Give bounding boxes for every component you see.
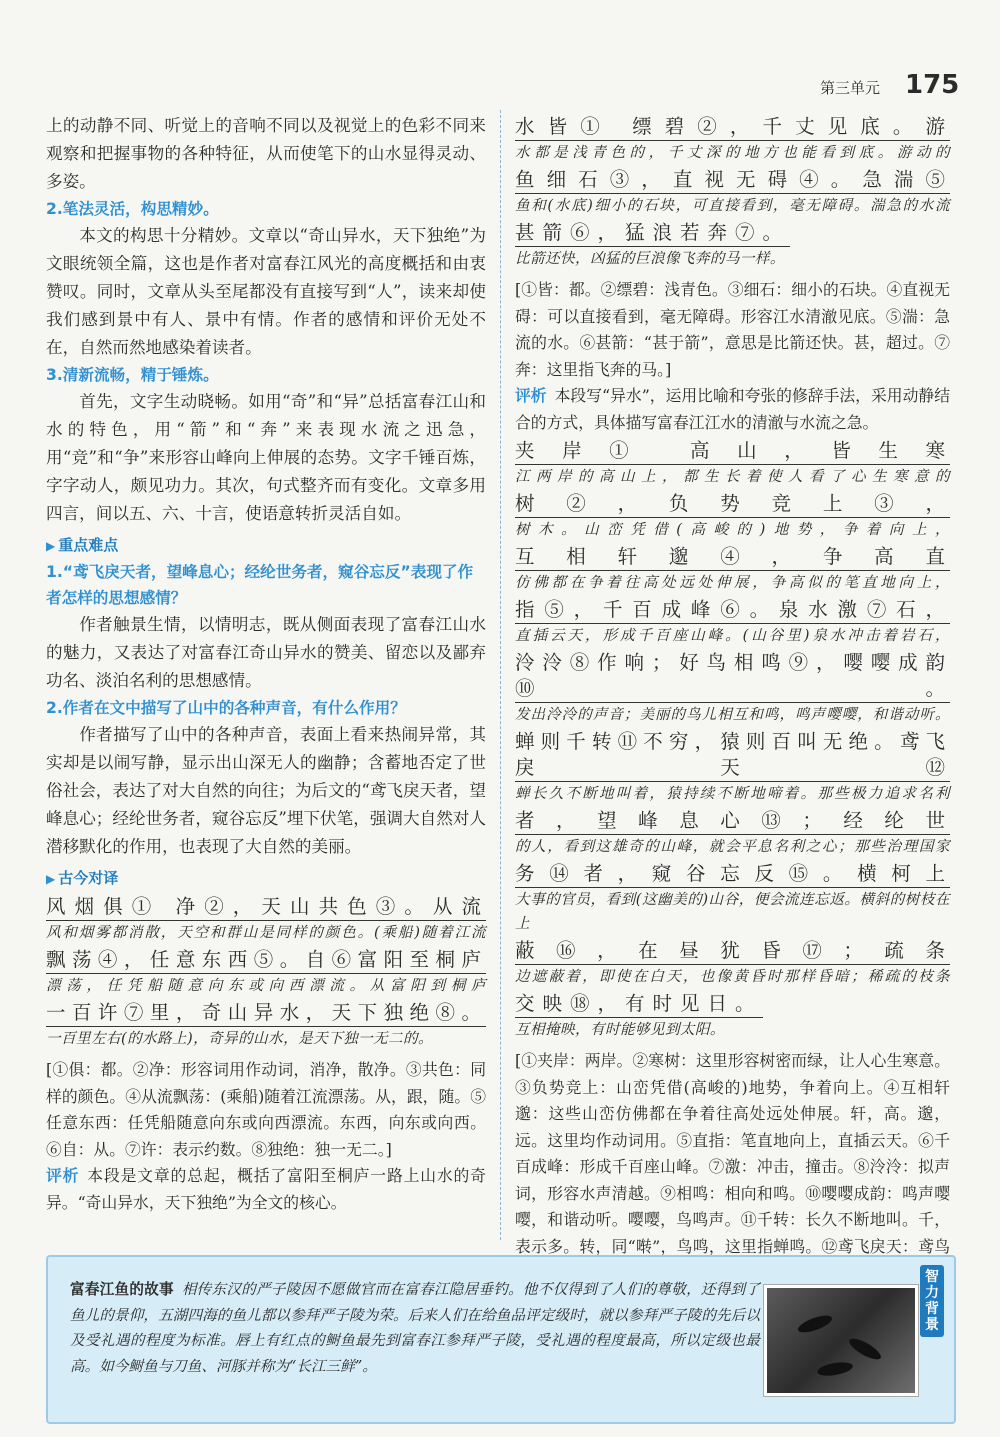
- analysis-tag: 评析: [46, 1166, 80, 1185]
- subheading: 3.清新流畅，精于锤炼。: [46, 366, 219, 384]
- original-line: 务⑭者，窥谷忘反⑮。横柯上: [515, 861, 950, 888]
- original-line: 者，望峰息心⑬；经纶世: [515, 808, 950, 835]
- translation-line: 树木。山峦凭借(高峻的)地势，争着向上，: [515, 521, 950, 538]
- translation-line: 风和烟雾都消散，天空和群山是同样的颜色。(乘船)随着江流: [46, 924, 486, 941]
- original-line: 蔽⑯，在昼犹昏⑰；疏条: [515, 938, 950, 965]
- section-title: 古今对译: [58, 869, 119, 887]
- translation-line: 的人，看到这雄奇的山峰，就会平息名利之心；那些治理国家: [515, 838, 950, 855]
- original-line: 一百许⑦里，奇山异水，天下独绝⑧。: [46, 1000, 486, 1027]
- right-column: [515, 112, 950, 1287]
- paragraph: 首先，文字生动晓畅。如用“奇”和“异”总括富春江山和水的特色，用“箭”和“奔”来表现水流之迅急，用“竞”和“争”来形容山峰向上伸展的态势。文字千锤百炼，字字动人，颇见功力。其次，句式整齐而有变化。文章多用四言，间以五、六、十言，使语意转折灵活自如。: [46, 392, 486, 523]
- question: 2.作者在文中描写了山中的各种声音，有什么作用？: [46, 699, 406, 717]
- notes: [①皆：都。②缥碧：浅青色。③细石：细小的石块。④直视无碍：可以直接看到，毫无障碍。形容江水清澈见底。⑤湍：急流的水。⑥甚箭：“甚于箭”，意思是比箭还快。甚，超过。⑦奔：这里指飞奔的马。]: [515, 280, 950, 379]
- page-header: [760, 72, 960, 102]
- translation-line: 蝉长久不断地叫着，猿持续不断地啼着。那些极力追求名利: [515, 785, 950, 802]
- translation-line: 发出泠泠的声音；美丽的鸟儿相互和鸣，鸣声嘤嘤，和谐动听。: [515, 706, 950, 723]
- notes: [①俱：都。②净：形容词用作动词，消净，散净。③共色：同样的颜色。④从流飘荡：(乘船)随着江流漂荡。从，跟，随。⑤任意东西：任凭船随意向东或向西漂流。东西，向东或向西。⑥自：从。⑦许：表示约数。⑧独绝：独一无二。]: [46, 1060, 486, 1159]
- original-line: 夹岸① 高山，皆生寒: [515, 438, 950, 465]
- info-text: [70, 1277, 760, 1379]
- column-divider: [500, 110, 501, 1240]
- original-line: 甚箭⑥，猛浪若奔⑦。: [515, 220, 790, 247]
- original-line: 风烟俱① 净②，天山共色③。从流: [46, 894, 486, 921]
- info-box: [46, 1255, 956, 1424]
- info-title: 富春江鱼的故事: [70, 1281, 174, 1298]
- subheading: 2.笔法灵活，构思精妙。: [46, 200, 219, 218]
- info-tag: 智力背景: [920, 1265, 944, 1337]
- original-line: 交映⑱，有时见日。: [515, 991, 763, 1018]
- translation-line: 直插云天，形成千百座山峰。(山谷里)泉水冲击着岩石，: [515, 627, 950, 644]
- analysis-text: 本段写“异水”，运用比喻和夸张的修辞手法，采用动静结合的方式，具体描写富春江江水的清澈与水流之急。: [515, 386, 950, 432]
- notes: [①夹岸：两岸。②寒树：这里形容树密而绿，让人心生寒意。③负势竞上：山峦凭借(高峻的)地势，争着向上。④互相轩邈：这些山峦仿佛都在争着往高处远处伸展。轩，高。邈，远。这里均作动词用。⑤直指：笔直地向上，直插云天。⑥千百成峰：形成千百座山峰。⑦激：冲击，撞击。⑧泠泠：拟声词，形容水声清越。⑨相鸣：相向和鸣。⑩嘤嘤成韵：鸣声嘤嘤，和谐动听。嘤嘤，鸟鸣声。⑪千转：长久不断地叫。千，表示多。转，同“啭”，鸟鸣，这里指蝉鸣。⑫鸢飞戾天：鸢鸟: [515, 1051, 950, 1256]
- left-column: [46, 112, 486, 1216]
- original-line: 鱼细石③，直视无碍④。急湍⑤: [515, 167, 950, 194]
- section-translation: [46, 865, 486, 892]
- translation-line: 漂荡，任凭船随意向东或向西漂流。从富阳到桐庐: [46, 977, 486, 994]
- original-line: 指⑤，千百成峰⑥。泉水激⑦石，: [515, 597, 950, 624]
- original-line: 蝉则千转⑪不穷，猿则百叫无绝。鸢飞戾天⑫: [515, 729, 950, 782]
- analysis: [46, 1163, 486, 1216]
- triangle-icon: ▶: [46, 872, 56, 886]
- translation-line: 一百里左右(的水路上)，奇异的山水，是天下独一无二的。: [46, 1030, 434, 1047]
- fish-photo: [764, 1285, 918, 1396]
- translation-line: 边遮蔽着，即使在白天，也像黄昏时那样昏暗；稀疏的枝条: [515, 968, 950, 985]
- answer: 作者描写了山中的各种声音，表面上看来热闹异常，其实却是以闹写静，显示出山深无人的幽静；含蓄地否定了世俗社会，表达了对大自然的向往；为后文的“鸢飞戾天者，望峰息心；经纶世务者，窥谷忘反”埋下伏笔，强调大自然对人潜移默化的作用，也表现了大自然的美丽。: [46, 725, 486, 856]
- page-number: 175: [905, 70, 960, 100]
- translation-line: 江两岸的高山上，都生长着使人看了心生寒意的: [515, 468, 950, 485]
- section-key-points: [46, 532, 486, 559]
- original-line: 树②，负势竞上③，: [515, 491, 950, 518]
- section-title: 重点难点: [58, 536, 119, 554]
- translation-line: 仿佛都在争着往高处远处伸展，争高似的笔直地向上，: [515, 574, 950, 591]
- info-body: 相传东汉的严子陵因不愿做官而在富春江隐居垂钓。他不仅得到了人们的尊敬，还得到了鱼儿的景仰，五湖四海的鱼儿都以参拜严子陵为荣。后来人们在给鱼品评定级时，就以参拜严子陵的先后以及受礼遇的程度为标准。唇上有红点的鲥鱼最先到富春江参拜严子陵，受礼遇的程度最高，所以定级也最高。如今鲥鱼与刀鱼、河豚并称为“长江三鲜”。: [70, 1281, 760, 1375]
- analysis-tag: 评析: [515, 386, 547, 405]
- question: 1.“鸢飞戾天者，望峰息心；经纶世务者，窥谷忘反”表现了作者怎样的思想感情？: [46, 563, 474, 607]
- original-line: 水皆① 缥碧②，千丈见底。游: [515, 114, 950, 141]
- paragraph: 本文的构思十分精妙。文章以“奇山异水，天下独绝”为文眼统领全篇，这也是作者对富春江风光的高度概括和由衷赞叹。同时，文章从头至尾都没有直接写到“人”，读来却使我们感到景中有人、景中有情。作者的感情和评价无处不在，自然而然地感染着读者。: [46, 226, 486, 357]
- translation-line: 鱼和(水底)细小的石块，可直接看到，毫无障碍。湍急的水流: [515, 197, 950, 214]
- original-line: 飘荡④，任意东西⑤。自⑥富阳至桐庐: [46, 947, 486, 974]
- translation-line: 大事的官员，看到(这幽美的)山谷，便会流连忘返。横斜的树枝在上: [515, 891, 950, 932]
- original-line: 泠泠⑧作响；好鸟相鸣⑨，嘤嘤成韵⑩。: [515, 650, 950, 703]
- paragraph: 上的动静不同、听觉上的音响不同以及视觉上的色彩不同来观察和把握事物的各种特征，从而使笔下的山水显得灵动、多姿。: [46, 116, 486, 191]
- unit-label: 第三单元: [820, 79, 881, 97]
- original-line: 互相轩邈④，争高直: [515, 544, 950, 571]
- translation-line: 互相掩映，有时能够见到太阳。: [515, 1021, 725, 1038]
- translation-line: 比箭还快，凶猛的巨浪像飞奔的马一样。: [515, 250, 785, 267]
- triangle-icon: ▶: [46, 539, 56, 553]
- analysis-text: 本段是文章的总起，概括了富阳至桐庐一路上山水的奇异。“奇山异水，天下独绝”为全文的核心。: [46, 1166, 486, 1212]
- translation-line: 水都是浅青色的，千丈深的地方也能看到底。游动的: [515, 144, 950, 161]
- analysis: [515, 383, 950, 436]
- answer: 作者触景生情，以情明志，既从侧面表现了富春江山水的魅力，又表达了对富春江奇山异水的赞美、留恋以及鄙弃功名、淡泊名利的思想感情。: [46, 615, 486, 690]
